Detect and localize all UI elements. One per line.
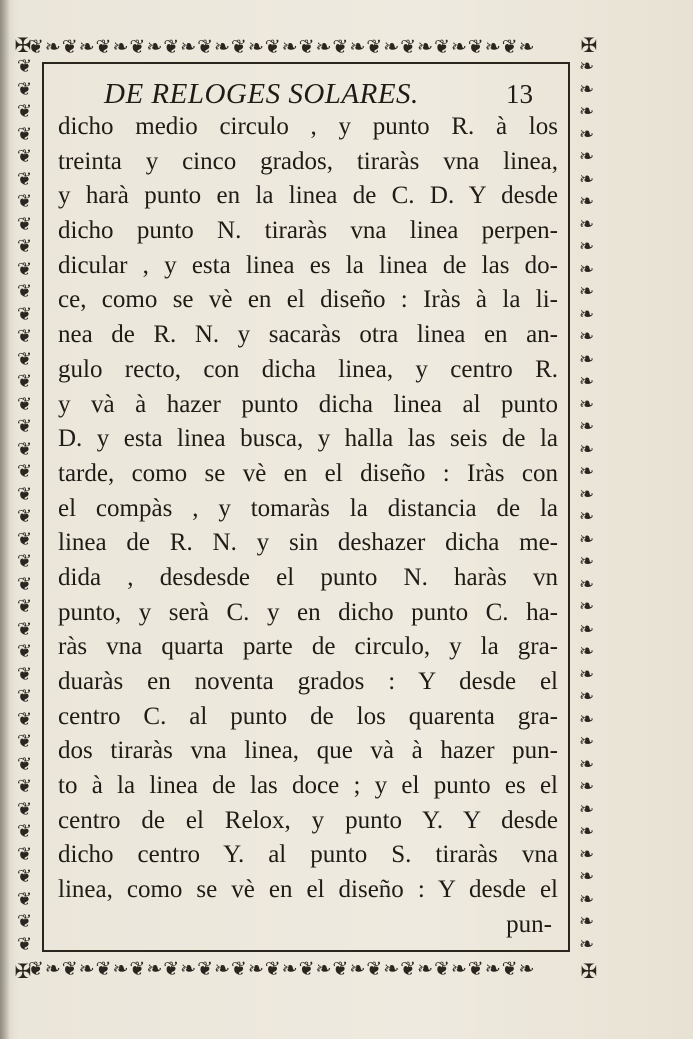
- text-line: linea, como se vè en el diseño : Y desde el: [58, 876, 558, 904]
- text-line: to à la linea de las doce ; y el punto es el: [58, 772, 558, 800]
- text-line: dida , desdesde el punto N. haràs vn: [58, 563, 558, 591]
- body-text: [58, 110, 558, 943]
- corner-cross-icon: ✠: [14, 33, 32, 57]
- text-line: tarde, como se vè en el diseño : Iràs con: [58, 459, 558, 487]
- text-line: nea de R. N. y sacaràs otra linea en an-: [58, 321, 558, 349]
- text-line: gulo recto, con dicha linea, y centro R.: [58, 355, 558, 383]
- ornamental-border-bottom: ❦❧❦❧❦❧❦❧❦❧❦❧❦❧❦❧❦❧❦❧❦❧❦❧❦❧❦❧❦❧: [28, 958, 536, 980]
- text-line: dos tiraràs vna linea, que và à hazer pun-: [58, 737, 558, 765]
- frame-rule-bottom: [42, 950, 570, 952]
- frame-rule-right: [568, 64, 570, 950]
- binding-shadow: [0, 0, 10, 1039]
- text-line: ce, como se vè en el diseño : Iràs à la li-: [58, 286, 558, 314]
- running-title: DE RELOGES SOLARES.: [104, 78, 419, 110]
- text-line: el compàs , y tomaràs la distancia de la: [58, 494, 558, 522]
- text-line: y và à hazer punto dicha linea al punto: [58, 390, 558, 418]
- text-line: dicho centro Y. al punto S. tiraràs vna: [58, 841, 558, 869]
- corner-cross-icon: ✠: [580, 959, 598, 983]
- ornamental-border-top: ❦❧❦❧❦❧❦❧❦❧❦❧❦❧❦❧❦❧❦❧❦❧❦❧❦❧❦❧❦❧: [28, 36, 536, 58]
- frame-rule-top: [42, 62, 570, 64]
- text-line: treinta y cinco grados, tiraràs vna linea,: [58, 147, 558, 175]
- running-header: [104, 74, 574, 114]
- text-line: linea de R. N. y sin deshazer dicha me-: [58, 529, 558, 557]
- ornamental-border-left: ❦❦❦❦❦❦❦❦❦❦❦❦❦❦❦❦❦❦❦❦❦❦❦❦❦❦❦❦❦❦❦❦❦❦❦❦❦❦❦❦: [16, 56, 34, 955]
- text-line: dicho punto N. tiraràs vna linea perpen-: [58, 217, 558, 245]
- text-line: y harà punto en la linea de C. D. Y desde: [58, 182, 558, 210]
- frame-rule-left: [42, 64, 44, 950]
- corner-cross-icon: ✠: [580, 33, 598, 57]
- text-line: centro C. al punto de los quarenta gra-: [58, 702, 558, 730]
- text-line: duaràs en noventa grados : Y desde el: [58, 668, 558, 695]
- text-line: ràs vna quarta parte de circulo, y la gra-: [58, 633, 558, 661]
- text-line: D. y esta linea busca, y halla las seis de la: [58, 425, 558, 453]
- text-line: dicho medio circulo , y punto R. à los: [58, 113, 558, 140]
- page-number: 13: [506, 79, 533, 109]
- catchword: pun-: [506, 910, 552, 938]
- text-line: dicular , y esta linea es la linea de las do-: [58, 251, 558, 279]
- text-line: punto, y serà C. y en dicho punto C. ha-: [58, 598, 558, 626]
- text-line: centro de el Relox, y punto Y. Y desde: [58, 806, 558, 834]
- ornamental-border-right: ❧❧❧❧❧❧❧❧❧❧❧❧❧❧❧❧❧❧❧❧❧❧❧❧❧❧❧❧❧❧❧❧❧❧❧❧❧❧❧❧: [578, 56, 596, 955]
- corner-cross-icon: ✠: [14, 959, 32, 983]
